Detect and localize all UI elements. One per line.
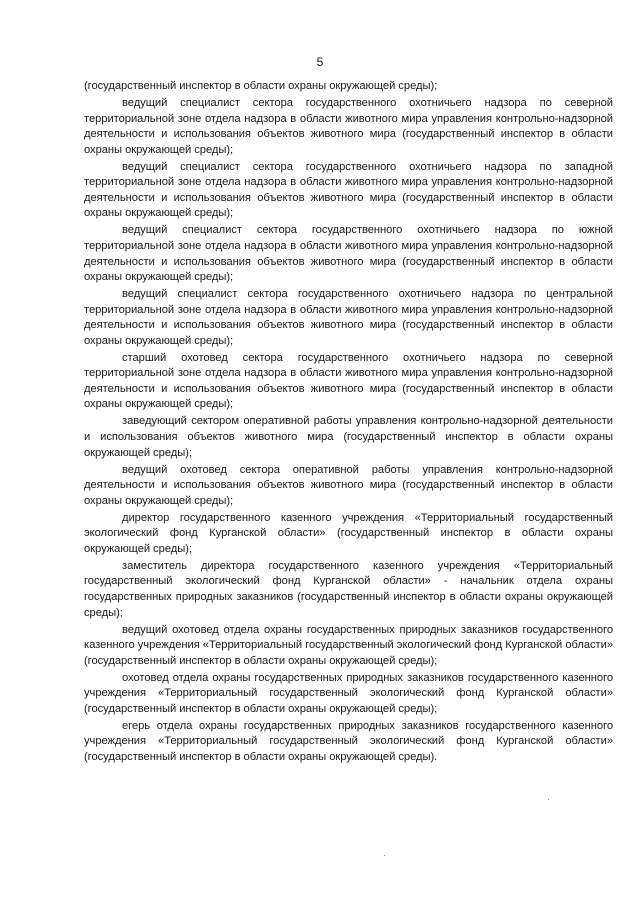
- paragraph-head-operations-sector: заведующий сектором оперативной работы управления контрольно-надзорной деятельности и использования объектов животного мира (государственный инспектор в области охраны окружающей среды);: [84, 415, 613, 459]
- paragraph-lead-specialist-south: ведущий специалист сектора государственного охотничьего надзора по южной территориальной зоне отдела надзора в области животного мира управления контрольно-надзорной деятельности и использования объектов животного мира (государственный инспектор в области охраны окружающей среды);: [84, 224, 613, 284]
- paragraph-senior-hunting-officer-north: старший охотовед сектора государственного охотничьего надзора по северной территориальной зоне отдела надзора в области животного мира управления контрольно-надзорной деятельности и использования объектов животного мира (государственный инспектор в области охраны окружающей среды);: [84, 351, 613, 411]
- paragraph-director-eco-fund: директор государственного казенного учреждения «Территориальный государственный экологический фонд Курганской области» (государственный инспектор в области охраны окружающей среды);: [84, 511, 613, 555]
- page-number: 5: [316, 55, 324, 69]
- paragraph-lead-specialist-central: ведущий специалист сектора государственного охотничьего надзора по центральной территориальной зоне отдела надзора в области животного мира управления контрольно-надзорной деятельности и использования объектов животного мира (государственный инспектор в области охраны окружающей среды);: [84, 288, 613, 347]
- scan-speck: [548, 799, 549, 800]
- paragraph-hunting-officer-reserves: охотовед отдела охраны государственных природных заказников государственного казенного учреждения «Территориальный государственный экологический фонд Курганской области» (государственный инспектор в области охраны окружающей среды);: [84, 671, 613, 715]
- paragraph-lead-specialist-north: ведущий специалист сектора государственного охотничьего надзора по северной территориальной зоне отдела надзора в области животного мира управления контрольно-надзорной деятельности и использования объектов животного мира (государственный инспектор в области охраны окружающей среды);: [84, 97, 613, 156]
- paragraph-lead-specialist-west: ведущий специалист сектора государственного охотничьего надзора по западной территориальной зоне отдела надзора в области животного мира управления контрольно-надзорной деятельности и использования объектов животного мира (государственный инспектор в области охраны окружающей среды);: [84, 160, 613, 220]
- paragraph-lead-hunting-officer-operations: ведущий охотовед сектора оперативной работы управления контрольно-надзорной деятельности и использования объектов животного мира (государственный инспектор в области охраны окружающей среды);: [84, 463, 613, 507]
- document-body: [84, 79, 613, 767]
- paragraph-huntsman-reserves: егерь отдела охраны государственных природных заказников государственного казенного учреждения «Территориальный государственный экологический фонд Курганской области» (государственный инспектор в области охраны окружающей среды).: [84, 719, 613, 763]
- scan-speck: [384, 855, 385, 856]
- paragraph-deputy-director-eco-fund: заместитель директора государственного казенного учреждения «Территориальный государственный экологический фонд Курганской области» - начальник отдела охраны государственных природных заказников (государственный инспектор в области охраны окружающей среды);: [84, 559, 613, 619]
- paragraph-continuation: (государственный инспектор в области охраны окружающей среды);: [84, 80, 438, 92]
- paragraph-lead-hunting-officer-reserves: ведущий охотовед отдела охраны государственных природных заказников государственного казенного учреждения «Территориальный государственный экологический фонд Курганской области» (государственный инспектор в области охраны окружающей среды);: [84, 623, 613, 667]
